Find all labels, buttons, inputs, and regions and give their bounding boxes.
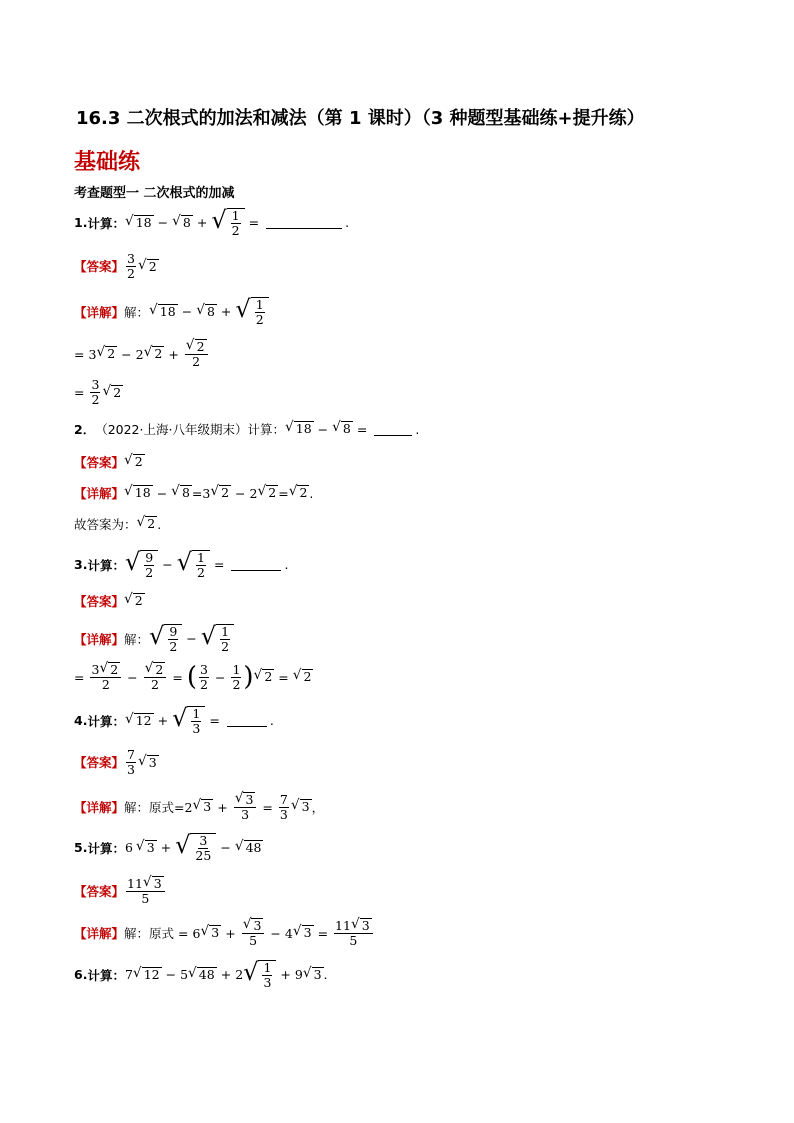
section-heading: 基础练 (74, 150, 141, 175)
answer-1: 【答案】 $\frac{3}{2}$ √ 2 (74, 251, 157, 281)
calc-label: 计算： (87, 215, 125, 231)
question-1: 1. 计算： √ 18 − √ 8 + √ $\frac{1}{2}$ = . (74, 206, 350, 238)
detail-4: 【详解】 解： 原式 = 2 √ 3 + √ 3 3 = $\frac{7}{3}$ √ 3 ， (74, 790, 325, 823)
question-2: 2． （2022·上海·八年级期末） 计算： √ 18 − √ 8 = . (74, 419, 420, 437)
question-number: 1. (74, 215, 88, 231)
question-3: 3. 计算： √ $\frac{9}{2}$ − √ $\frac{1}{2}$ = . (74, 548, 289, 580)
detail-5: 【详解】 解： 原式 = 6 √ 3 + √ 3 5 − 4 √ 3 = 11 √ 3 5 (74, 918, 375, 948)
answer-2: 【答案】 √ 2 (74, 452, 143, 470)
answer-blank (266, 216, 342, 229)
answer-5: 【答案】 11 √ 3 5 (74, 876, 167, 906)
question-5: 5. 计算： 6 √ 3 + √ $\frac{3}{25}$ − √ 48 (74, 831, 262, 863)
answer-blank (231, 558, 281, 571)
answer-3: 【答案】 √ 2 (74, 591, 143, 609)
answer-4: 【答案】 $\frac{7}{3}$ √ 3 (74, 747, 157, 777)
question-6: 6. 计算： 7 √ 12 − 5 √ 48 + 2 √ $\frac{1}{3}$ + 9 √ 3 . (74, 958, 328, 990)
answer-blank (374, 423, 412, 436)
page-title: 16.3 二次根式的加法和减法（第 1 课时）（3 种题型基础练+提升练） (76, 108, 645, 129)
answer-blank (227, 714, 267, 727)
detail-3-step-2: = 3 √ 2 2 − √ 2 2 = ( $\frac{3}{2}$ − $\frac{1}{2}$ ) √ 2 = √ 2 (74, 660, 312, 693)
detail-3: 【详解】 解： √ $\frac{9}{2}$ − √ $\frac{1}{2}$ (74, 624, 234, 654)
detail-1: 【详解】 解： √ 18 − √ 8 + √ $\frac{1}{2}$ (74, 297, 269, 327)
question-type-title: 考查题型一 二次根式的加减 (74, 186, 235, 201)
detail-1-step-2: = 3 √ 2 − 2 √ 2 + √ 2 2 (74, 339, 210, 369)
conclusion-2: 故答案为： √ 2 . (74, 514, 162, 532)
detail-1-step-3: = $\frac{3}{2}$ √ 2 (74, 377, 122, 407)
question-source: （2022·上海·八年级期末） (95, 422, 248, 437)
question-4: 4. 计算： √ 12 + √ $\frac{1}{3}$ = . (74, 704, 274, 736)
math-expression: √ 18 − √ 8 + √ $\frac{1}{2}$ = (124, 206, 260, 238)
detail-2: 【详解】 √ 18 − √ 8 = 3 √ 2 − 2 √ 2 = √ 2 . (74, 483, 314, 501)
